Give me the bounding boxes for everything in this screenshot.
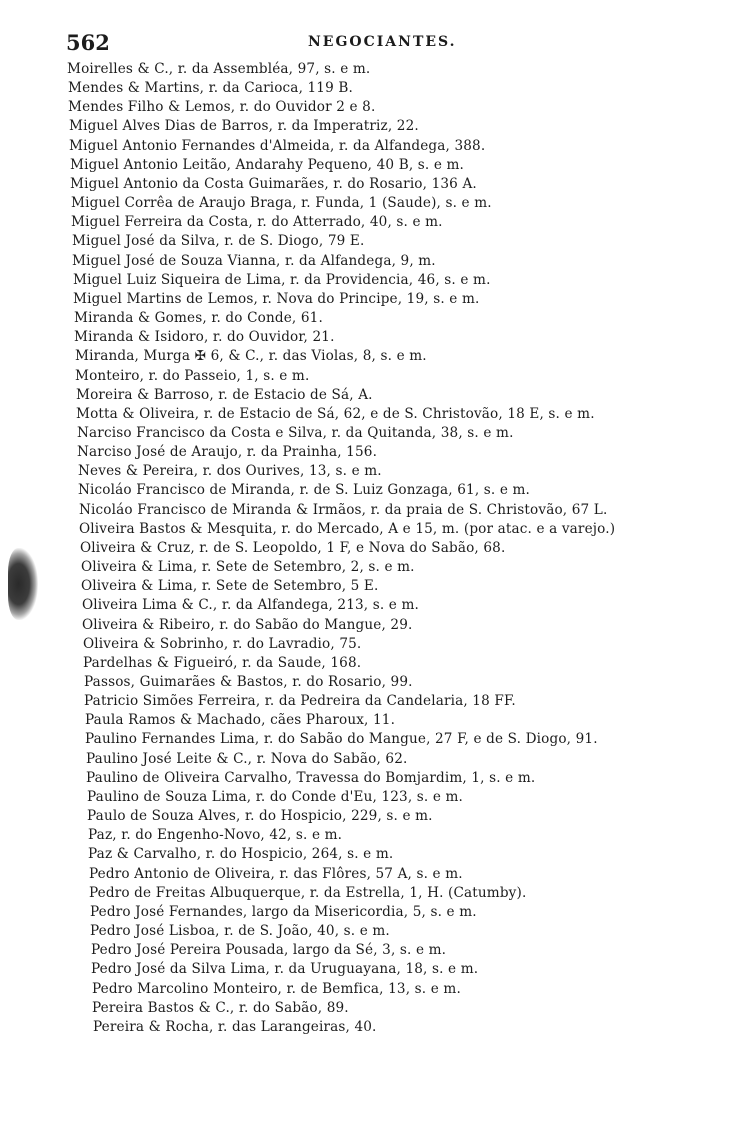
directory-entry: Paulo de Souza Alves, r. do Hospicio, 229, s. e m. xyxy=(87,808,433,825)
directory-entry: Paulino de Oliveira Carvalho, Travessa do Bomjardim, 1, s. e m. xyxy=(86,769,536,786)
directory-entry: Pedro José da Silva Lima, r. da Uruguayana, 18, s. e m. xyxy=(91,961,479,978)
directory-entry: Pedro José Lisboa, r. de S. João, 40, s. e m. xyxy=(90,923,390,940)
directory-entry: Miranda, Murga ✠ 6, & C., r. das Violas, 8, s. e m. xyxy=(75,348,427,365)
directory-entry: Miranda & Gomes, r. do Conde, 61. xyxy=(74,310,323,327)
directory-entry: Paula Ramos & Machado, cães Pharoux, 11. xyxy=(85,712,396,729)
directory-entries xyxy=(0,60,746,1037)
directory-entry: Paulino de Souza Lima, r. do Conde d'Eu, 123, s. e m. xyxy=(87,788,464,805)
directory-entry: Paulino José Leite & C., r. Nova do Sabão, 62. xyxy=(86,750,408,767)
directory-entry: Narciso José de Araujo, r. da Prainha, 156. xyxy=(77,444,378,461)
directory-entry: Miguel Antonio da Costa Guimarães, r. do Rosario, 136 A. xyxy=(70,175,477,192)
directory-entry: Paz, r. do Engenho-Novo, 42, s. e m. xyxy=(88,827,343,844)
directory-entry: Pedro Marcolino Monteiro, r. de Bemfica, 13, s. e m. xyxy=(92,980,461,997)
directory-entry: Miguel José de Souza Vianna, r. da Alfandega, 9, m. xyxy=(72,252,436,269)
directory-entry: Pardelhas & Figueiró, r. da Saude, 168. xyxy=(83,654,362,671)
directory-entry: Pedro de Freitas Albuquerque, r. da Estrella, 1, H. (Catumby). xyxy=(89,884,527,901)
directory-entry: Paulino Fernandes Lima, r. do Sabão do Mangue, 27 F, e de S. Diogo, 91. xyxy=(85,731,598,748)
running-head: NEGOCIANTES. xyxy=(308,34,457,50)
directory-entry: Monteiro, r. do Passeio, 1, s. e m. xyxy=(75,367,310,384)
directory-entry: Pedro José Fernandes, largo da Misericordia, 5, s. e m. xyxy=(90,903,477,920)
directory-entry: Passos, Guimarães & Bastos, r. do Rosario, 99. xyxy=(84,674,413,690)
directory-entry: Pereira & Rocha, r. das Larangeiras, 40. xyxy=(93,1018,377,1035)
directory-entry: Oliveira & Sobrinho, r. do Lavradio, 75. xyxy=(83,635,362,652)
directory-entry: Mendes Filho & Lemos, r. do Ouvidor 2 e 8. xyxy=(68,99,376,116)
directory-entry: Patricio Simões Ferreira, r. da Pedreira da Candelaria, 18 FF. xyxy=(84,693,516,710)
directory-entry: Miguel José da Silva, r. de S. Diogo, 79 E. xyxy=(72,233,365,250)
directory-entry: Motta & Oliveira, r. de Estacio de Sá, 62, e de S. Christovão, 18 E, s. e m. xyxy=(76,405,595,422)
binding-stain xyxy=(8,548,38,620)
directory-entry: Pereira Bastos & C., r. do Sabão, 89. xyxy=(92,999,349,1016)
directory-entry: Oliveira & Ribeiro, r. do Sabão do Mangue, 29. xyxy=(82,616,413,633)
directory-entry: Oliveira & Cruz, r. de S. Leopoldo, 1 F, e Nova do Sabão, 68. xyxy=(80,539,506,556)
directory-entry: Pedro Antonio de Oliveira, r. das Flôres, 57 A, s. e m. xyxy=(89,865,463,882)
directory-entry: Miguel Luiz Siqueira de Lima, r. da Providencia, 46, s. e m. xyxy=(73,271,491,288)
page-number: 562 xyxy=(66,30,110,55)
directory-entry: Oliveira & Lima, r. Sete de Setembro, 5 E. xyxy=(81,578,379,595)
directory-entry: Moirelles & C., r. da Assembléa, 97, s. e m. xyxy=(67,61,371,77)
directory-entry: Miguel Alves Dias de Barros, r. da Imperatriz, 22. xyxy=(69,118,419,135)
directory-entry: Miranda & Isidoro, r. do Ouvidor, 21. xyxy=(74,329,335,346)
directory-entry: Miguel Antonio Leitão, Andarahy Pequeno, 40 B, s. e m. xyxy=(70,156,465,173)
directory-entry: Miguel Ferreira da Costa, r. do Atterrado, 40, s. e m. xyxy=(71,214,443,231)
directory-entry: Neves & Pereira, r. dos Ourives, 13, s. e m. xyxy=(78,463,382,480)
directory-entry: Pedro José Pereira Pousada, largo da Sé, 3, s. e m. xyxy=(91,942,447,959)
directory-entry: Moreira & Barroso, r. de Estacio de Sá, A. xyxy=(76,386,373,403)
directory-entry: Oliveira Lima & C., r. da Alfandega, 213, s. e m. xyxy=(82,597,419,614)
directory-entry: Nicoláo Francisco de Miranda, r. de S. Luiz Gonzaga, 61, s. e m. xyxy=(78,482,531,499)
directory-entry: Miguel Martins de Lemos, r. Nova do Principe, 19, s. e m. xyxy=(73,290,480,307)
directory-entry: Oliveira Bastos & Mesquita, r. do Mercado, A e 15, m. (por atac. e a varejo.) xyxy=(79,520,616,537)
directory-entry: Nicoláo Francisco de Miranda & Irmãos, r. da praia de S. Christovão, 67 L. xyxy=(79,501,608,518)
directory-entry: Miguel Antonio Fernandes d'Almeida, r. da Alfandega, 388. xyxy=(69,137,486,154)
directory-entry: Paz & Carvalho, r. do Hospicio, 264, s. e m. xyxy=(88,846,394,863)
directory-entry: Oliveira & Lima, r. Sete de Setembro, 2, s. e m. xyxy=(81,559,415,576)
directory-entry: Narciso Francisco da Costa e Silva, r. da Quitanda, 38, s. e m. xyxy=(77,424,514,441)
directory-entry: Miguel Corrêa de Araujo Braga, r. Funda, 1 (Saude), s. e m. xyxy=(71,195,492,212)
page-header xyxy=(58,30,708,56)
directory-entry: Mendes & Martins, r. da Carioca, 119 B. xyxy=(68,80,353,97)
